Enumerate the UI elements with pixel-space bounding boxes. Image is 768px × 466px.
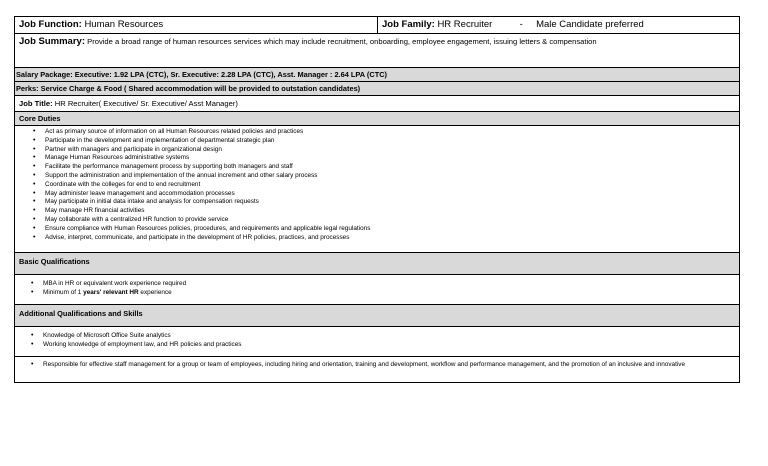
basic-qualifications-heading: Basic Qualifications (14, 252, 740, 274)
job-family-note: Male Candidate preferred (536, 19, 644, 30)
core-duty-item: • May collaborate with a centralized HR function to provide service (45, 216, 739, 225)
job-family-cell (378, 17, 739, 33)
core-duty-item: • Advise, interpret, communicate, and participate in the development of HR policies, practices, and processes (45, 234, 739, 243)
basic-qualifications-list (15, 280, 739, 298)
core-duties-section (14, 125, 740, 252)
core-duty-item: • Partner with managers and participate in organizational design (45, 146, 739, 155)
additional-qualifications-section (14, 326, 740, 356)
core-duty-item: • Manage Human Resources administrative systems (45, 154, 739, 163)
core-duty-item: • Ensure compliance with Human Resources policies, procedures, and requirements and applicable legal regulations (45, 225, 739, 234)
additional-qualification-item: • Knowledge of Microsoft Office Suite analytics (43, 332, 739, 341)
core-duty-item: • May administer leave management and accommodation processes (45, 190, 739, 199)
core-duty-item: • Coordinate with the colleges for end to end recruitment (45, 181, 739, 190)
job-family-label: Job Family: (382, 19, 435, 30)
job-summary-text: Provide a broad range of human resources services which may include recruitment, onboarding, employee engagement, issuing letters & compensation (87, 37, 597, 46)
job-description-document (14, 16, 740, 383)
core-duties-heading: Core Duties (14, 111, 740, 125)
additional-qualifications-list (15, 332, 739, 350)
additional-qualification-item: • Working knowledge of employment law, and HR policies and practices (43, 341, 739, 350)
basic-qualification-item: • Minimum of 1 years' relevant HR experience (43, 289, 739, 298)
perks-text: Perks: Service Charge & Food ( Shared accommodation will be provided to outstation candidates) (16, 84, 361, 93)
job-title-row (14, 95, 740, 111)
additional-qualifications-heading: Additional Qualifications and Skills (14, 304, 740, 326)
core-duty-item: • May manage HR financial activities (45, 207, 739, 216)
responsibilities-list (15, 361, 739, 370)
responsibility-item: • Responsible for effective staff management for a group or team of employees, including hiring and orientation, training and development, workflow and performance management, and the promotion of an inclusive and innovative (43, 361, 739, 370)
job-function-label: Job Function: (19, 19, 82, 30)
core-duty-item: • Facilitate the performance management process by supporting both managers and staff (45, 163, 739, 172)
job-function-value: Human Resources (84, 19, 164, 30)
job-title-value: HR Recruiter( Executive/ Sr. Executive/ Asst Manager) (54, 99, 238, 108)
perks-row (14, 81, 740, 95)
salary-package-text: Salary Package: Executive: 1.92 LPA (CTC), Sr. Executive: 2.28 LPA (CTC), Asst. Manager : 2.64 LPA (CTC) (16, 70, 388, 79)
job-family-separator: - (519, 19, 523, 30)
responsibilities-section (14, 356, 740, 383)
job-function-row (14, 16, 740, 33)
job-summary-row (14, 33, 740, 67)
core-duty-item: • Support the administration and implementation of the annual increment and other salary process (45, 172, 739, 181)
job-function-cell (15, 17, 378, 33)
core-duties-list (15, 128, 739, 242)
job-summary-label: Job Summary: (19, 36, 85, 47)
job-family-value: HR Recruiter (437, 19, 493, 30)
core-duty-item: • May participate in initial data intake and analysis for compensation requests (45, 198, 739, 207)
salary-package-row (14, 67, 740, 81)
job-title-label: Job Title: (19, 99, 53, 108)
core-duty-item: • Participate in the development and implementation of departmental strategic plan (45, 137, 739, 146)
basic-qualification-item: • MBA in HR or equivalent work experience required (43, 280, 739, 289)
basic-qualifications-section (14, 274, 740, 304)
core-duty-item: • Act as primary source of information on all Human Resources related policies and practices (45, 128, 739, 137)
